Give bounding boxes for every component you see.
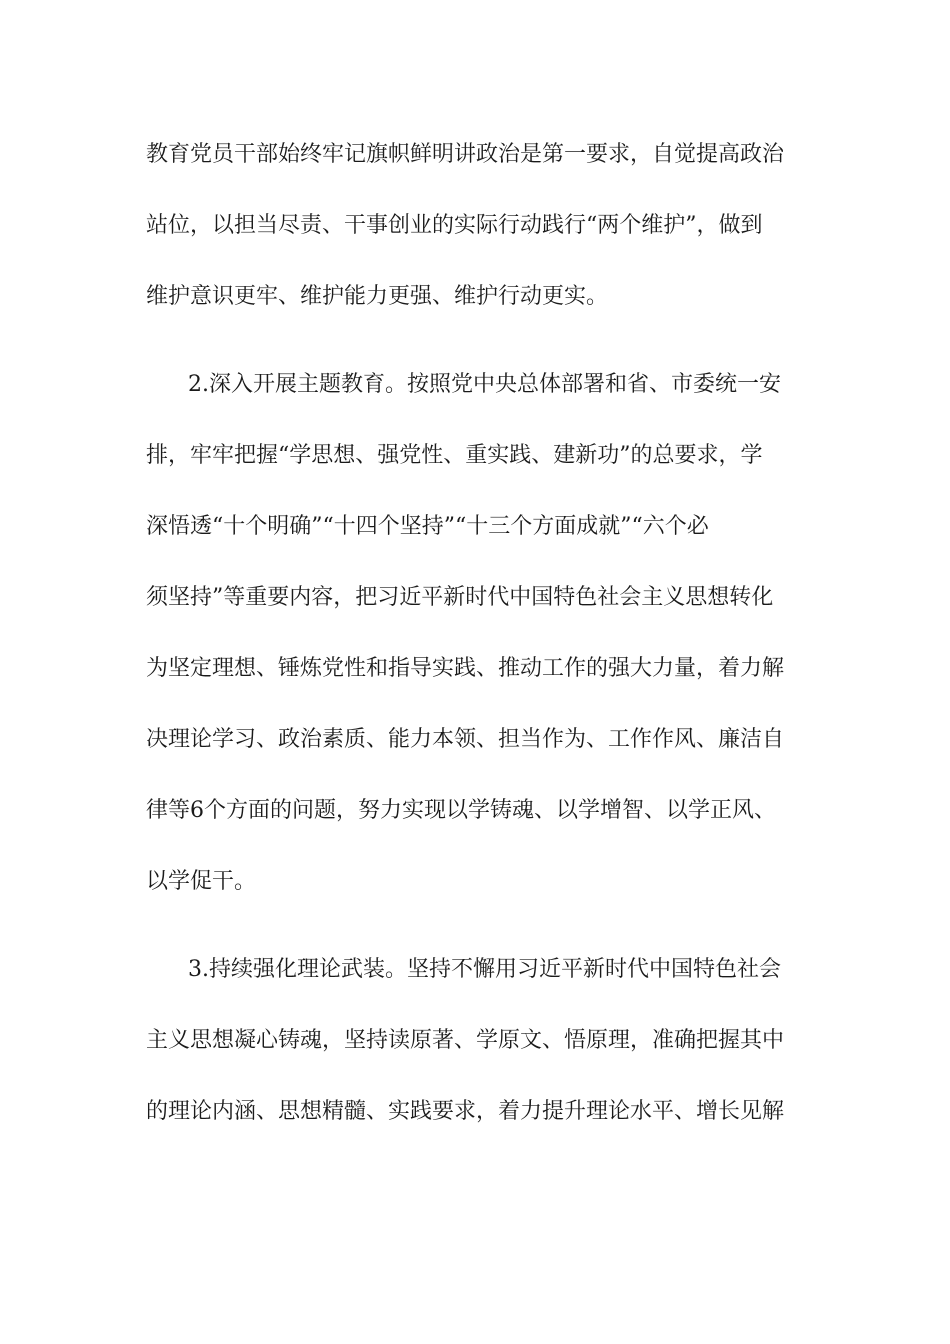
paragraph-1-line-1: 教育党员干部始终牢记旗帜鲜明讲政治是第一要求，自觉提高政治 bbox=[146, 142, 785, 167]
paragraph-3-line-1: 3.持续强化理论武装。坚持不懈用习近平新时代中国特色社会 bbox=[188, 957, 781, 982]
paragraph-2-line-7: 律等6个方面的问题，努力实现以学铸魂、以学增智、以学正风、 bbox=[146, 798, 776, 823]
paragraph-2-line-3: 深悟透“十个明确”“十四个坚持”“十三个方面成就”“六个必 bbox=[146, 514, 709, 539]
paragraph-1-line-3: 维护意识更牢、维护能力更强、维护行动更实。 bbox=[146, 284, 609, 309]
paragraph-2-line-8: 以学促干。 bbox=[146, 869, 257, 894]
paragraph-2-line-4: 须坚持”等重要内容，把习近平新时代中国特色社会主义思想转化 bbox=[146, 585, 774, 610]
paragraph-3-line-2: 主义思想凝心铸魂，坚持读原著、学原文、悟原理，准确把握其中 bbox=[146, 1028, 785, 1053]
paragraph-2-line-6: 决理论学习、政治素质、能力本领、担当作为、工作作风、廉洁自 bbox=[146, 727, 785, 752]
paragraph-2-line-1: 2.深入开展主题教育。按照党中央总体部署和省、市委统一安 bbox=[188, 372, 781, 397]
paragraph-1-line-2: 站位，以担当尽责、干事创业的实际行动践行“两个维护”，做到 bbox=[146, 213, 763, 238]
paragraph-2-line-2: 排，牢牢把握“学思想、强党性、重实践、建新功”的总要求，学 bbox=[146, 443, 763, 468]
paragraph-2-line-5: 为坚定理想、锤炼党性和指导实践、推动工作的强大力量，着力解 bbox=[146, 656, 785, 681]
paragraph-3-line-3: 的理论内涵、思想精髓、实践要求，着力提升理论水平、增长见解 bbox=[146, 1099, 785, 1124]
